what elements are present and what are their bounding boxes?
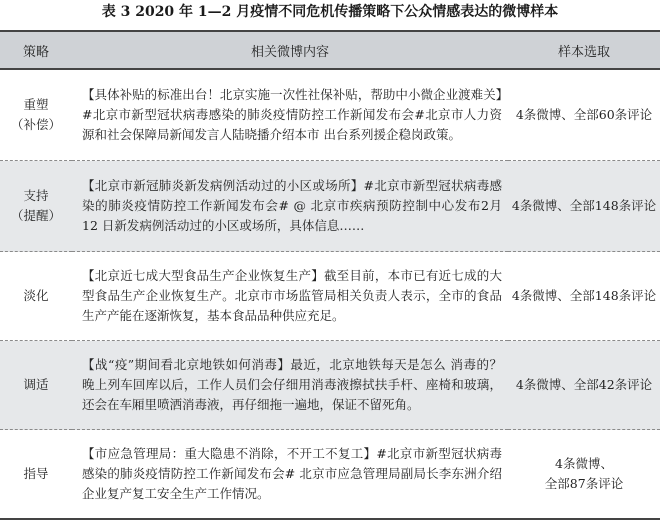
strategy-label: 支持: [23, 188, 49, 203]
strategy-sublabel: （补偿）: [10, 117, 61, 132]
sample-count-weibo: 4条微博、: [555, 456, 613, 471]
strategy-cell: [0, 341, 72, 430]
strategy-sublabel: （提醒）: [10, 208, 61, 223]
sample-cell: 4条微博、全部42条评论: [508, 341, 660, 430]
table-header-row: [0, 31, 660, 69]
strategy-cell: [0, 430, 72, 520]
sample-cell: [508, 430, 660, 520]
strategy-cell: [0, 252, 72, 341]
strategy-cell: [0, 69, 72, 161]
strategy-cell: [0, 161, 72, 252]
table-row: [0, 341, 660, 430]
header-strategy: 策略: [0, 31, 72, 69]
table-row: [0, 252, 660, 341]
table-caption: 表 3 2020 年 1—2 月疫情不同危机传播策略下公众情感表达的微博样本: [101, 4, 559, 20]
weibo-content-cell: 【具体补贴的标准出台！北京实施一次性社保补贴，帮助中小微企业渡难关】#北京市新型冠状病毒感染的肺炎疫情防控工作新闻发布会#北京市人力资源和社会保障局新闻发言人陆晓播介绍本市 出台系列援企稳岗政策。: [72, 69, 508, 161]
table-row: [0, 430, 660, 520]
sample-cell: 4条微博、全部148条评论: [508, 252, 660, 341]
header-content: 相关微博内容: [72, 31, 508, 69]
strategy-label: 淡化: [23, 288, 49, 303]
strategy-label: 调适: [23, 377, 49, 392]
weibo-content-cell: 【战“疫”期间看北京地铁如何消毒】最近，北京地铁每天是怎么 消毒的？ 晚上列车回库以后，工作人员们会仔细用消毒液擦拭扶手杆、座椅和玻璃，还会在车厢里喷洒消毒液，再仔细拖一遍地，保证不留死角。: [72, 341, 508, 430]
strategy-label: 指导: [23, 466, 49, 481]
table-row: [0, 69, 660, 161]
sample-cell: 4条微博、全部60条评论: [508, 69, 660, 161]
header-sample: 样本选取: [508, 31, 660, 69]
weibo-content-cell: 【北京市新冠肺炎新发病例活动过的小区或场所】#北京市新型冠状病毒感染的肺炎疫情防控工作新闻发布会# @ 北京市疾病预防控制中心发布2月 12 日新发病例活动过的小区或场所，具体信息……: [72, 161, 508, 252]
table-row: [0, 161, 660, 252]
weibo-content-cell: 【北京近七成大型食品生产企业恢复生产】截至目前，本市已有近七成的大型食品生产企业恢复生产。北京市市场监管局相关负责人表示，全市的食品生产产能在逐渐恢复，基本食品品种供应充足。: [72, 252, 508, 341]
sample-cell: 4条微博、全部148条评论: [508, 161, 660, 252]
weibo-sample-table: [0, 30, 660, 520]
weibo-content-cell: 【市应急管理局：重大隐患不消除，不开工不复工】#北京市新型冠状病毒感染的肺炎疫情防控工作新闻发布会# 北京市应急管理局副局长李东洲介绍企业复产复工安全生产工作情况。: [72, 430, 508, 520]
sample-count-comments: 全部87条评论: [544, 476, 624, 491]
strategy-label: 重塑: [23, 97, 49, 112]
